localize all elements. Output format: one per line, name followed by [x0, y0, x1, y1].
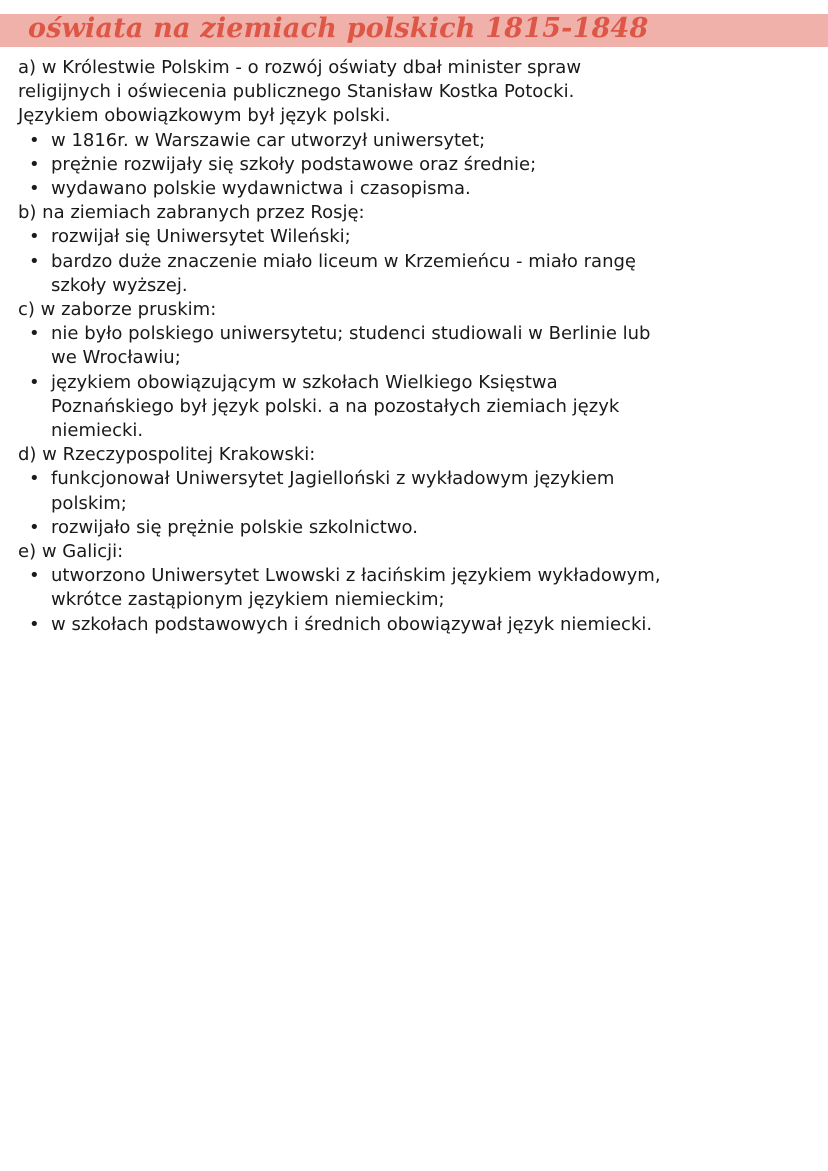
bullet-text-line: językiem obowiązującym w szkołach Wielkiego Księstwa [51, 371, 558, 393]
bullet-text-line: wydawano polskie wydawnictwa i czasopisma. [51, 178, 471, 200]
section [18, 298, 818, 443]
section-text-line: b) na ziemiach zabranych przez Rosję: [18, 202, 365, 224]
section-text-line: religijnych i oświecenia publicznego Stanisław Kostka Potocki. [18, 81, 575, 103]
section-heading [18, 201, 818, 225]
list-item [18, 564, 818, 612]
bullet-icon: • [29, 613, 40, 635]
bullet-text-line: prężnie rozwijały się szkoły podstawowe oraz średnie; [51, 153, 537, 175]
bullet-text-line: bardzo duże znaczenie miało liceum w Krzemieńcu - miało rangę [51, 250, 636, 272]
notes-body [18, 56, 818, 637]
bullet-text-line: wkrótce zastąpionym językiem niemieckim; [51, 589, 445, 611]
section-heading [18, 443, 818, 467]
bullet-icon: • [29, 323, 40, 345]
bullet-icon: • [29, 565, 40, 587]
section [18, 540, 818, 637]
bullet-list [18, 225, 818, 298]
list-item [18, 250, 818, 298]
bullet-text-line: funkcjonował Uniwersytet Jagielloński z wykładowym językiem [51, 468, 615, 490]
bullet-text-line: polskim; [51, 492, 127, 514]
list-item [18, 371, 818, 444]
page-title: oświata na ziemiach polskich 1815-1848 [28, 13, 649, 44]
bullet-text-line: niemiecki. [51, 420, 144, 442]
bullet-text-line: rozwijało się prężnie polskie szkolnictwo. [51, 516, 418, 538]
bullet-text-line: Poznańskiego był język polski. a na pozostałych ziemiach język [51, 395, 620, 417]
list-item [18, 153, 818, 177]
bullet-list [18, 129, 818, 202]
bullet-list [18, 322, 818, 443]
bullet-text-line: utworzono Uniwersytet Lwowski z łacińskim językiem wykładowym, [51, 565, 661, 587]
bullet-icon: • [29, 516, 40, 538]
bullet-text-line: szkoły wyższej. [51, 274, 188, 296]
section-heading [18, 298, 818, 322]
section [18, 201, 818, 298]
bullet-text-line: we Wrocławiu; [51, 347, 181, 369]
bullet-icon: • [29, 129, 40, 151]
list-item [18, 177, 818, 201]
section-text-line: Językiem obowiązkowym był język polski. [18, 105, 391, 127]
bullet-text-line: rozwijał się Uniwersytet Wileński; [51, 226, 351, 248]
bullet-icon: • [29, 226, 40, 248]
bullet-icon: • [29, 178, 40, 200]
list-item [18, 129, 818, 153]
bullet-icon: • [29, 153, 40, 175]
bullet-icon: • [29, 468, 40, 490]
section [18, 443, 818, 540]
bullet-text-line: w szkołach podstawowych i średnich obowiązywał język niemiecki. [51, 613, 653, 635]
section-text-line: c) w zaborze pruskim: [18, 299, 217, 321]
bullet-text-line: nie było polskiego uniwersytetu; studenci studiowali w Berlinie lub [51, 323, 651, 345]
bullet-icon: • [29, 250, 40, 272]
section-heading [18, 56, 818, 129]
bullet-list [18, 467, 818, 540]
section-text-line: d) w Rzeczypospolitej Krakowski: [18, 444, 316, 466]
list-item [18, 225, 818, 249]
list-item [18, 516, 818, 540]
bullet-icon: • [29, 371, 40, 393]
bullet-list [18, 564, 818, 637]
list-item [18, 322, 818, 370]
list-item [18, 467, 818, 515]
section-heading [18, 540, 818, 564]
section [18, 56, 818, 201]
list-item [18, 613, 818, 637]
section-text-line: a) w Królestwie Polskim - o rozwój oświaty dbał minister spraw [18, 57, 582, 78]
bullet-text-line: w 1816r. w Warszawie car utworzył uniwersytet; [51, 129, 486, 151]
section-text-line: e) w Galicji: [18, 541, 124, 563]
